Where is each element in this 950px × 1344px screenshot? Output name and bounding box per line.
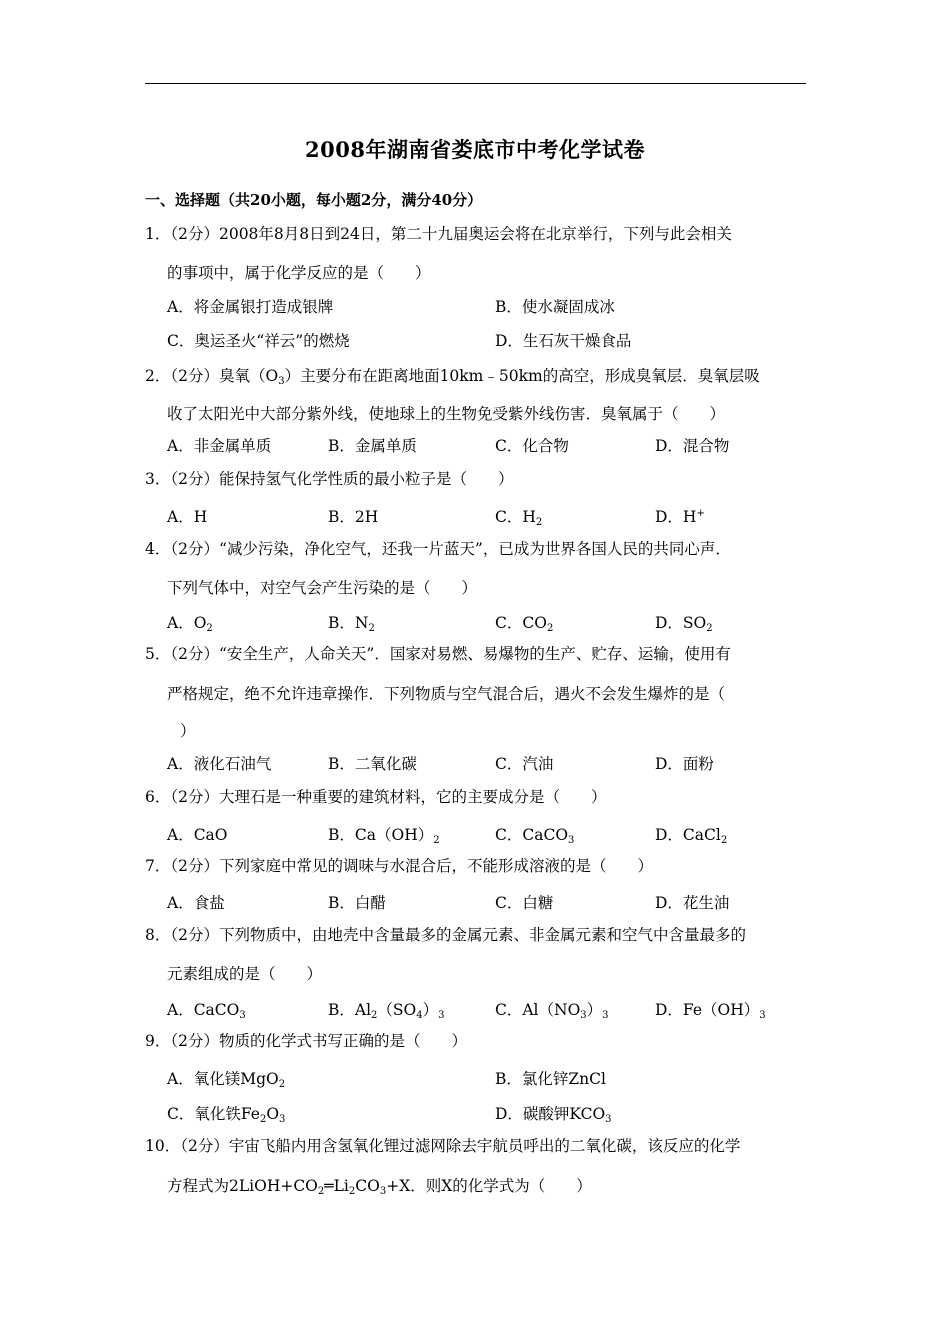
option-b[interactable]: B．二氧化碳 — [328, 755, 417, 773]
option-a[interactable]: A．非金属单质 — [167, 437, 272, 455]
option-d[interactable]: D．CaCl$_2$ — [655, 826, 728, 846]
question-9-options-2 — [167, 1102, 807, 1124]
question-5-text: 5．（2分）“安全生产，人命关天”．国家对易燃、易爆物的生产、贮存、运输，使用有 — [145, 645, 731, 663]
question-10-cont: 方程式为$2LiOH+CO_2═Li_2CO_3+X$．则X的化学式为（ ） — [167, 1177, 592, 1197]
option-b[interactable]: B．使水凝固成冰 — [495, 298, 615, 316]
question-6-options — [167, 823, 807, 845]
option-a[interactable]: A．氧化镁MgO$_2$ — [167, 1070, 286, 1090]
option-c[interactable]: C．白糖 — [495, 894, 554, 912]
option-a[interactable]: A．CaO — [167, 826, 228, 844]
question-7-options — [167, 891, 807, 913]
page-title: 2008年湖南省娄底市中考化学试卷 — [305, 137, 645, 162]
question-9-options — [167, 1067, 807, 1089]
option-a[interactable]: A．$O_2$ — [167, 614, 213, 634]
option-d[interactable]: D．混合物 — [655, 437, 730, 455]
question-9-text: 9．（2分）物质的化学式书写正确的是（ ） — [145, 1032, 467, 1050]
option-c[interactable]: C．氧化铁$Fe_2O_3$ — [167, 1105, 286, 1125]
question-1-options-2 — [167, 329, 807, 351]
option-d[interactable]: D．$Fe(OH)_3$ — [655, 1001, 766, 1021]
option-d[interactable]: D．面粉 — [655, 755, 714, 773]
question-8-text: 8．（2分）下列物质中，由地壳中含量最多的金属元素、非金属元素和空气中含量最多的 — [145, 926, 746, 944]
option-b[interactable]: B．$Al_2(SO_4)_3$ — [328, 1001, 445, 1021]
option-c[interactable]: C．$H_2$ — [495, 508, 543, 528]
question-7-text: 7．（2分）下列家庭中常见的调味与水混合后，不能形成溶液的是（ ） — [145, 857, 653, 875]
question-4-text: 4．（2分）“减少污染，净化空气，还我一片蓝天”，已成为世界各国人民的共同心声． — [145, 540, 731, 558]
question-2-text: 2．（2分）臭氧$(O_3)$主要分布在距离地面10km﹣50km的高空，形成臭氧层．臭氧层吸 — [145, 367, 760, 387]
question-3-options — [167, 505, 807, 527]
question-3-text: 3．（2分）能保持氢气化学性质的最小粒子是（ ） — [145, 470, 514, 488]
option-d[interactable]: D．$SO_2$ — [655, 614, 713, 634]
option-c[interactable]: C．$Al(NO_3)_3$ — [495, 1001, 609, 1021]
header-rule — [145, 83, 806, 84]
option-b[interactable]: B．白醋 — [328, 894, 386, 912]
question-5-cont-2: ） — [180, 722, 196, 740]
option-c[interactable]: C．汽油 — [495, 755, 554, 773]
option-b[interactable]: B．金属单质 — [328, 437, 417, 455]
question-4-cont: 下列气体中，对空气会产生污染的是（ ） — [167, 579, 478, 597]
section-heading: 一、选择题（共20小题，每小题2分，满分40分） — [145, 191, 483, 209]
option-b[interactable]: B．$N_2$ — [328, 614, 375, 634]
option-b[interactable]: B．2H — [328, 508, 379, 526]
option-c[interactable]: C．CaCO$_3$ — [495, 826, 575, 846]
question-5-cont: 严格规定，绝不允许违章操作．下列物质与空气混合后，遇火不会发生爆炸的是（ — [167, 685, 726, 703]
option-c[interactable]: C．$CO_2$ — [495, 614, 554, 634]
question-1-text: 1．（2分）2008年8月8日到24日，第二十九届奥运会将在北京举行，下列与此会相关 — [145, 225, 732, 243]
option-b[interactable]: B．氯化锌ZnCl — [495, 1070, 606, 1088]
question-8-cont: 元素组成的是（ ） — [167, 965, 323, 983]
option-d[interactable]: D．H+ — [655, 508, 705, 526]
option-a[interactable]: A．H — [167, 508, 208, 526]
option-a[interactable]: A．将金属银打造成银牌 — [167, 298, 334, 316]
question-8-options — [167, 998, 807, 1020]
option-c[interactable]: C．化合物 — [495, 437, 569, 455]
question-1-options — [167, 295, 807, 317]
question-2-cont: 收了太阳光中大部分紫外线，使地球上的生物免受紫外线伤害．臭氧属于（ ） — [167, 405, 726, 423]
option-a[interactable]: A．CaCO$_3$ — [167, 1001, 246, 1021]
question-1-cont: 的事项中，属于化学反应的是（ ） — [167, 264, 431, 282]
option-b[interactable]: B．$Ca(OH)_2$ — [328, 826, 440, 846]
question-6-text: 6．（2分）大理石是一种重要的建筑材料，它的主要成分是（ ） — [145, 788, 607, 806]
question-2-options — [167, 434, 807, 456]
option-d[interactable]: D．碳酸钾$KCO_3$ — [495, 1105, 612, 1125]
option-a[interactable]: A．液化石油气 — [167, 755, 272, 773]
question-4-options — [167, 611, 807, 633]
option-d[interactable]: D．花生油 — [655, 894, 730, 912]
option-d[interactable]: D．生石灰干燥食品 — [495, 332, 632, 350]
question-5-options — [167, 752, 807, 774]
option-a[interactable]: A．食盐 — [167, 894, 225, 912]
option-c[interactable]: C．奥运圣火“祥云”的燃烧 — [167, 332, 350, 350]
question-10-text: 10．（2分）宇宙飞船内用含氢氧化锂过滤网除去宇航员呼出的二氧化碳，该反应的化学 — [145, 1137, 741, 1155]
